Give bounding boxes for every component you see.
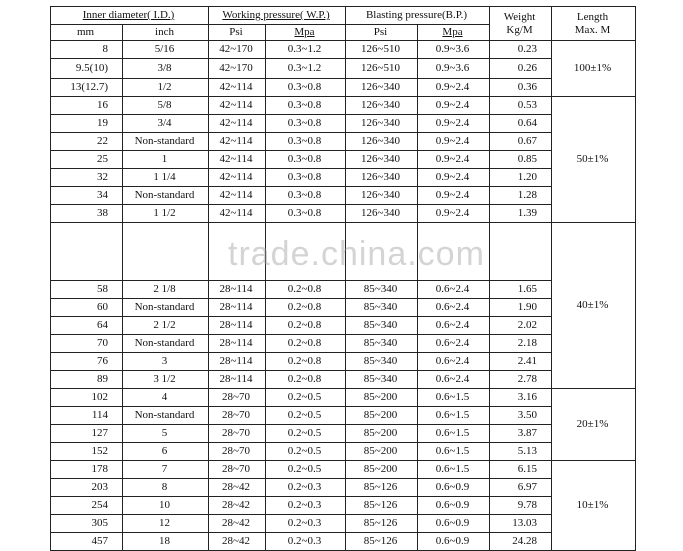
cell-wp-psi: 28~70 <box>209 425 266 443</box>
cell-length-g5: 10±1% <box>552 461 636 551</box>
cell-weight: 1.90 <box>490 299 552 317</box>
cell-wp-mpa: 0.2~0.5 <box>266 425 346 443</box>
cell-mm: 127 <box>51 425 123 443</box>
cell-wp-mpa: 0.3~0.8 <box>266 79 346 97</box>
cell-bp-mpa: 0.6~2.4 <box>418 317 490 335</box>
cell-bp-mpa: 0.9~2.4 <box>418 97 490 115</box>
cell-wp-mpa: 0.2~0.8 <box>266 317 346 335</box>
cell-bp-psi: 85~340 <box>346 317 418 335</box>
cell-bp-mpa: 0.6~1.5 <box>418 389 490 407</box>
cell-bp-psi: 126~340 <box>346 187 418 205</box>
cell-mm: 152 <box>51 443 123 461</box>
cell-inch: 1 1/2 <box>123 205 209 223</box>
cell-weight: 3.50 <box>490 407 552 425</box>
cell-inch: 1/2 <box>123 79 209 97</box>
cell-mm: 34 <box>51 187 123 205</box>
cell-wp-psi: 42~114 <box>209 97 266 115</box>
cell-mm: 114 <box>51 407 123 425</box>
cell-weight: 2.02 <box>490 317 552 335</box>
table-row <box>51 223 636 281</box>
cell-inch: 3/8 <box>123 59 209 79</box>
cell-inch: 12 <box>123 515 209 533</box>
cell-bp-psi: 126~340 <box>346 97 418 115</box>
cell-mm <box>51 223 123 281</box>
header-bp-psi: Psi <box>346 25 418 41</box>
cell-mm: 32 <box>51 169 123 187</box>
table-row <box>51 41 636 59</box>
cell-inch: Non-standard <box>123 407 209 425</box>
cell-wp-psi: 28~114 <box>209 335 266 353</box>
cell-bp-mpa: 0.6~1.5 <box>418 407 490 425</box>
cell-wp-mpa: 0.2~0.3 <box>266 533 346 551</box>
cell-wp-psi: 42~114 <box>209 79 266 97</box>
cell-weight: 3.87 <box>490 425 552 443</box>
cell-wp-psi: 28~114 <box>209 353 266 371</box>
header-blasting-pressure: Blasting pressure(B.P.) <box>346 7 490 25</box>
cell-wp-mpa: 0.3~1.2 <box>266 41 346 59</box>
header-working-pressure: Working pressure( W.P.) <box>209 7 346 25</box>
cell-bp-psi: 85~340 <box>346 281 418 299</box>
cell-inch <box>123 223 209 281</box>
cell-bp-mpa: 0.6~2.4 <box>418 299 490 317</box>
cell-weight: 0.67 <box>490 133 552 151</box>
cell-wp-mpa <box>266 223 346 281</box>
cell-bp-psi: 85~126 <box>346 533 418 551</box>
cell-wp-mpa: 0.2~0.8 <box>266 353 346 371</box>
cell-weight: 6.15 <box>490 461 552 479</box>
cell-weight: 0.36 <box>490 79 552 97</box>
table-row <box>51 187 636 205</box>
cell-bp-psi <box>346 223 418 281</box>
table-row <box>51 389 636 407</box>
cell-mm: 19 <box>51 115 123 133</box>
cell-wp-psi: 28~42 <box>209 479 266 497</box>
cell-wp-mpa: 0.2~0.8 <box>266 281 346 299</box>
table-row <box>51 335 636 353</box>
cell-bp-psi: 126~340 <box>346 169 418 187</box>
cell-length-g1: 100±1% <box>552 41 636 97</box>
cell-wp-mpa: 0.2~0.5 <box>266 389 346 407</box>
cell-inch: 7 <box>123 461 209 479</box>
cell-inch: 2 1/8 <box>123 281 209 299</box>
cell-mm: 70 <box>51 335 123 353</box>
cell-wp-mpa: 0.3~0.8 <box>266 151 346 169</box>
cell-inch: 3 1/2 <box>123 371 209 389</box>
cell-bp-psi: 85~126 <box>346 479 418 497</box>
cell-bp-psi: 85~200 <box>346 443 418 461</box>
table-row <box>51 169 636 187</box>
cell-bp-psi: 85~200 <box>346 461 418 479</box>
cell-inch: 5 <box>123 425 209 443</box>
cell-weight: 9.78 <box>490 497 552 515</box>
cell-mm: 102 <box>51 389 123 407</box>
cell-inch: Non-standard <box>123 299 209 317</box>
cell-bp-mpa: 0.6~1.5 <box>418 443 490 461</box>
cell-weight: 1.65 <box>490 281 552 299</box>
cell-wp-psi: 42~114 <box>209 187 266 205</box>
cell-length-g3: 40±1% <box>552 223 636 389</box>
cell-wp-psi: 28~70 <box>209 461 266 479</box>
table-row <box>51 299 636 317</box>
cell-inch: 1 <box>123 151 209 169</box>
cell-mm: 13(12.7) <box>51 79 123 97</box>
cell-wp-mpa: 0.2~0.3 <box>266 497 346 515</box>
spec-rows <box>51 41 636 551</box>
cell-bp-mpa: 0.6~0.9 <box>418 497 490 515</box>
cell-weight: 0.53 <box>490 97 552 115</box>
cell-weight: 24.28 <box>490 533 552 551</box>
table-row <box>51 79 636 97</box>
cell-wp-mpa: 0.2~0.5 <box>266 443 346 461</box>
cell-wp-psi: 28~114 <box>209 317 266 335</box>
header-weight: Weight Kg/M <box>490 7 552 41</box>
hose-spec-table <box>50 6 636 551</box>
cell-mm: 76 <box>51 353 123 371</box>
cell-wp-psi: 28~114 <box>209 371 266 389</box>
table-row <box>51 205 636 223</box>
cell-length-g4: 20±1% <box>552 389 636 461</box>
cell-bp-mpa: 0.6~0.9 <box>418 515 490 533</box>
table-row <box>51 479 636 497</box>
cell-bp-mpa: 0.9~3.6 <box>418 41 490 59</box>
cell-bp-psi: 85~200 <box>346 407 418 425</box>
cell-bp-mpa: 0.9~2.4 <box>418 169 490 187</box>
table-row <box>51 133 636 151</box>
cell-inch: 10 <box>123 497 209 515</box>
cell-bp-mpa: 0.6~2.4 <box>418 335 490 353</box>
table-row <box>51 533 636 551</box>
cell-length-g2: 50±1% <box>552 97 636 223</box>
cell-wp-mpa: 0.3~0.8 <box>266 187 346 205</box>
table-row <box>51 317 636 335</box>
cell-mm: 8 <box>51 41 123 59</box>
cell-mm: 64 <box>51 317 123 335</box>
cell-inch: 2 1/2 <box>123 317 209 335</box>
cell-bp-psi: 126~340 <box>346 133 418 151</box>
cell-bp-mpa: 0.9~3.6 <box>418 59 490 79</box>
cell-weight: 0.26 <box>490 59 552 79</box>
table-row <box>51 407 636 425</box>
cell-mm: 22 <box>51 133 123 151</box>
cell-wp-psi: 42~114 <box>209 133 266 151</box>
cell-mm: 89 <box>51 371 123 389</box>
table-row <box>51 115 636 133</box>
cell-bp-psi: 126~510 <box>346 41 418 59</box>
cell-bp-psi: 126~340 <box>346 79 418 97</box>
cell-inch: 3 <box>123 353 209 371</box>
cell-bp-mpa: 0.6~2.4 <box>418 371 490 389</box>
cell-inch: Non-standard <box>123 133 209 151</box>
cell-bp-psi: 126~510 <box>346 59 418 79</box>
cell-inch: Non-standard <box>123 335 209 353</box>
cell-weight: 5.13 <box>490 443 552 461</box>
table-row <box>51 59 636 79</box>
header-length: Length Max. M <box>552 7 636 41</box>
cell-bp-mpa <box>418 223 490 281</box>
cell-weight <box>490 223 552 281</box>
cell-weight: 2.18 <box>490 335 552 353</box>
cell-mm: 457 <box>51 533 123 551</box>
cell-mm: 60 <box>51 299 123 317</box>
cell-wp-psi: 42~114 <box>209 205 266 223</box>
cell-bp-psi: 126~340 <box>346 205 418 223</box>
cell-weight: 3.16 <box>490 389 552 407</box>
table-row <box>51 371 636 389</box>
cell-bp-psi: 85~200 <box>346 425 418 443</box>
cell-wp-psi <box>209 223 266 281</box>
cell-wp-psi: 42~114 <box>209 115 266 133</box>
cell-wp-psi: 42~114 <box>209 151 266 169</box>
cell-wp-mpa: 0.2~0.5 <box>266 407 346 425</box>
cell-inch: 5/16 <box>123 41 209 59</box>
cell-weight: 0.23 <box>490 41 552 59</box>
table-row <box>51 497 636 515</box>
cell-mm: 25 <box>51 151 123 169</box>
header-wp-mpa: Mpa <box>266 25 346 41</box>
cell-bp-mpa: 0.9~2.4 <box>418 187 490 205</box>
cell-wp-mpa: 0.2~0.8 <box>266 371 346 389</box>
cell-bp-psi: 85~340 <box>346 299 418 317</box>
cell-weight: 1.39 <box>490 205 552 223</box>
cell-inch: 6 <box>123 443 209 461</box>
cell-bp-mpa: 0.6~0.9 <box>418 533 490 551</box>
cell-inch: 5/8 <box>123 97 209 115</box>
cell-wp-mpa: 0.2~0.8 <box>266 299 346 317</box>
header-inch: inch <box>123 25 209 41</box>
cell-inch: 4 <box>123 389 209 407</box>
cell-wp-mpa: 0.3~0.8 <box>266 133 346 151</box>
cell-mm: 38 <box>51 205 123 223</box>
cell-wp-mpa: 0.2~0.3 <box>266 479 346 497</box>
cell-wp-psi: 28~70 <box>209 389 266 407</box>
cell-wp-mpa: 0.3~0.8 <box>266 115 346 133</box>
cell-weight: 0.64 <box>490 115 552 133</box>
cell-bp-mpa: 0.6~2.4 <box>418 353 490 371</box>
watermark: trade.china.com <box>228 235 485 273</box>
table-row <box>51 515 636 533</box>
cell-bp-mpa: 0.6~1.5 <box>418 425 490 443</box>
header-wp-psi: Psi <box>209 25 266 41</box>
table-row <box>51 97 636 115</box>
cell-mm: 16 <box>51 97 123 115</box>
cell-weight: 2.78 <box>490 371 552 389</box>
cell-bp-mpa: 0.6~1.5 <box>418 461 490 479</box>
header-mm: mm <box>51 25 123 41</box>
cell-wp-mpa: 0.3~0.8 <box>266 97 346 115</box>
cell-bp-psi: 85~340 <box>346 371 418 389</box>
cell-wp-psi: 28~42 <box>209 497 266 515</box>
cell-bp-psi: 126~340 <box>346 151 418 169</box>
table-row <box>51 281 636 299</box>
cell-bp-mpa: 0.9~2.4 <box>418 151 490 169</box>
cell-bp-psi: 85~340 <box>346 335 418 353</box>
cell-bp-psi: 85~340 <box>346 353 418 371</box>
cell-bp-mpa: 0.9~2.4 <box>418 205 490 223</box>
cell-weight: 0.85 <box>490 151 552 169</box>
cell-wp-mpa: 0.2~0.3 <box>266 515 346 533</box>
cell-inch: 3/4 <box>123 115 209 133</box>
cell-wp-mpa: 0.3~0.8 <box>266 169 346 187</box>
cell-bp-mpa: 0.6~0.9 <box>418 479 490 497</box>
cell-bp-psi: 85~126 <box>346 497 418 515</box>
cell-inch: Non-standard <box>123 187 209 205</box>
cell-mm: 254 <box>51 497 123 515</box>
cell-wp-psi: 42~114 <box>209 169 266 187</box>
cell-mm: 9.5(10) <box>51 59 123 79</box>
cell-bp-psi: 85~126 <box>346 515 418 533</box>
cell-bp-psi: 85~200 <box>346 389 418 407</box>
cell-bp-mpa: 0.9~2.4 <box>418 115 490 133</box>
cell-weight: 1.28 <box>490 187 552 205</box>
cell-wp-psi: 28~42 <box>209 515 266 533</box>
cell-inch: 8 <box>123 479 209 497</box>
cell-mm: 58 <box>51 281 123 299</box>
cell-wp-psi: 28~70 <box>209 443 266 461</box>
table-row <box>51 443 636 461</box>
cell-weight: 2.41 <box>490 353 552 371</box>
cell-weight: 1.20 <box>490 169 552 187</box>
header-bp-mpa: Mpa <box>418 25 490 41</box>
cell-wp-mpa: 0.3~0.8 <box>266 205 346 223</box>
table-row <box>51 353 636 371</box>
cell-wp-mpa: 0.2~0.5 <box>266 461 346 479</box>
table-row <box>51 461 636 479</box>
cell-bp-psi: 126~340 <box>346 115 418 133</box>
cell-wp-mpa: 0.3~1.2 <box>266 59 346 79</box>
cell-inch: 18 <box>123 533 209 551</box>
cell-wp-psi: 28~70 <box>209 407 266 425</box>
cell-wp-psi: 28~42 <box>209 533 266 551</box>
cell-mm: 178 <box>51 461 123 479</box>
cell-bp-mpa: 0.9~2.4 <box>418 133 490 151</box>
cell-weight: 6.97 <box>490 479 552 497</box>
cell-wp-psi: 42~170 <box>209 41 266 59</box>
cell-bp-mpa: 0.6~2.4 <box>418 281 490 299</box>
cell-wp-psi: 28~114 <box>209 299 266 317</box>
cell-wp-mpa: 0.2~0.8 <box>266 335 346 353</box>
cell-mm: 305 <box>51 515 123 533</box>
cell-wp-psi: 42~170 <box>209 59 266 79</box>
cell-weight: 13.03 <box>490 515 552 533</box>
table-row <box>51 151 636 169</box>
header-inner-diameter: Inner diameter( I.D.) <box>51 7 209 25</box>
cell-mm: 203 <box>51 479 123 497</box>
cell-wp-psi: 28~114 <box>209 281 266 299</box>
cell-bp-mpa: 0.9~2.4 <box>418 79 490 97</box>
cell-inch: 1 1/4 <box>123 169 209 187</box>
table-row <box>51 425 636 443</box>
